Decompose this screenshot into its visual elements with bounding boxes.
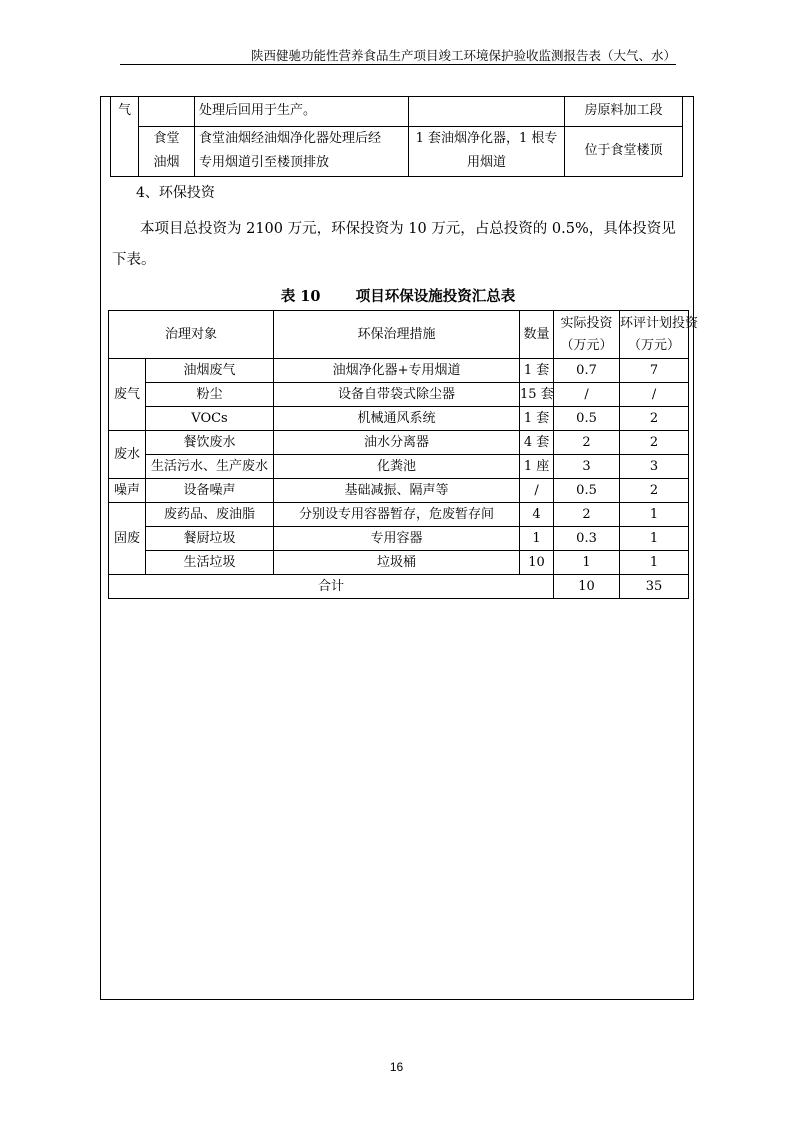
investment-summary-table: [108, 310, 699, 599]
cell-planned: 7: [620, 359, 689, 383]
cell-planned: 2: [620, 431, 689, 455]
cell-actual: 0.7: [554, 359, 620, 383]
cell-actual: 3: [554, 455, 620, 479]
cell-count: /: [520, 479, 554, 503]
table-row: [109, 383, 689, 407]
continued-measures-table: [110, 96, 683, 177]
cell-count: 1 套: [520, 407, 554, 431]
cell-line: 1 套油烟净化器，1 根专: [415, 131, 558, 146]
cell-planned: 2: [620, 407, 689, 431]
cell-line: 实际投资: [560, 315, 613, 331]
cell-line: 专用烟道引至楼顶排放: [199, 155, 330, 170]
total-actual: 10: [554, 575, 620, 599]
cell-actual: 0.5: [554, 479, 620, 503]
header-object: 治理对象: [109, 311, 274, 359]
cell-measure: 垃圾桶: [274, 551, 520, 575]
investment-paragraph: 本项目总投资为 2100 万元，环保投资为 10 万元，占总投资的 0.5%，具体投资见下表。: [112, 221, 676, 268]
table-header-row: [109, 311, 689, 359]
cell-measure: 化粪池: [274, 455, 520, 479]
cell-planned: 2: [620, 479, 689, 503]
cell-line: 油烟: [153, 155, 180, 170]
total-row: [109, 575, 689, 599]
cell-planned: 1: [620, 527, 689, 551]
cell-actual: 0.3: [554, 527, 620, 551]
cell-planned: 1: [620, 503, 689, 527]
cell-item: 餐厨垃圾: [146, 527, 274, 551]
group-label: 噪声: [109, 479, 146, 503]
cell-line: 食堂: [153, 131, 180, 146]
cell-count: 1 套: [520, 359, 554, 383]
cell-count: 1: [520, 527, 554, 551]
cell-item: 生活污水、生产废水: [146, 455, 274, 479]
cell-measure: 机械通风系统: [274, 407, 520, 431]
cell-measure: 基础减振、隔声等: [274, 479, 520, 503]
cell-actual: 0.5: [554, 407, 620, 431]
cell-item: 餐饮废水: [146, 431, 274, 455]
table-row: [109, 359, 689, 383]
table-cell: [195, 126, 409, 176]
table-row: [111, 96, 683, 126]
table-row: [109, 479, 689, 503]
cell-count: 10: [520, 551, 554, 575]
cell-count: 4: [520, 503, 554, 527]
cell-actual: 1: [554, 551, 620, 575]
page-number: 16: [389, 1060, 404, 1074]
table-row: [109, 455, 689, 479]
cell-line: 食堂油烟经油烟净化器处理后经: [199, 131, 382, 146]
cell-item: 生活垃圾: [146, 551, 274, 575]
cell-count: 15 套: [520, 383, 554, 407]
cell-measure: 油烟净化器+专用烟道: [274, 359, 520, 383]
header-actual: [554, 311, 620, 359]
table-cell: [409, 96, 565, 126]
cell-line: （万元）: [560, 337, 613, 353]
table-row: [109, 431, 689, 455]
cell-measure: 专用容器: [274, 527, 520, 551]
table-row: [109, 503, 689, 527]
table-cell: [409, 126, 565, 176]
cell-planned: 3: [620, 455, 689, 479]
table-row: [109, 551, 689, 575]
cell-item: 设备噪声: [146, 479, 274, 503]
cell-actual: /: [554, 383, 620, 407]
cell-item: 废药品、废油脂: [146, 503, 274, 527]
cell-line: （万元）: [628, 337, 681, 353]
cell-measure: 分别设专用容器暂存，危废暂存间: [274, 503, 520, 527]
group-label: 废气: [109, 359, 146, 431]
cell-line: 用烟道: [466, 155, 506, 170]
category-cell: 气: [111, 96, 139, 176]
cell-actual: 2: [554, 431, 620, 455]
page-header: 陕西健驰功能性营养食品生产项目竣工环境保护验收监测报告表（大气、水）: [250, 48, 676, 63]
header-count: 数量: [520, 311, 554, 359]
cell-line: 环评计划投资: [620, 315, 699, 331]
section-heading: 4、环保投资: [136, 185, 215, 201]
table-row: [109, 527, 689, 551]
cell-planned: 1: [620, 551, 689, 575]
group-label: 固废: [109, 503, 146, 575]
table-row: [109, 407, 689, 431]
table-row: [111, 126, 683, 176]
cell-measure: 设备自带袋式除尘器: [274, 383, 520, 407]
cell-item: 油烟废气: [146, 359, 274, 383]
table-cell: [139, 126, 195, 176]
cell-item: 粉尘: [146, 383, 274, 407]
cell-count: 1 座: [520, 455, 554, 479]
header-measure: 环保治理措施: [274, 311, 520, 359]
table-cell: 处理后回用于生产。: [195, 96, 409, 126]
table-cell: [139, 96, 195, 126]
table-cell: 位于食堂楼顶: [565, 126, 683, 176]
header-divider: [120, 64, 676, 65]
table-cell: 房原料加工段: [565, 96, 683, 126]
cell-planned: /: [620, 383, 689, 407]
header-planned: [620, 311, 699, 359]
total-planned: 35: [620, 575, 689, 599]
group-label: 废水: [109, 431, 146, 479]
cell-actual: 2: [554, 503, 620, 527]
table-caption: 表 10 项目环保设施投资汇总表: [280, 288, 516, 305]
cell-count: 4 套: [520, 431, 554, 455]
cell-measure: 油水分离器: [274, 431, 520, 455]
cell-item: VOCs: [146, 407, 274, 431]
total-label: 合计: [109, 575, 554, 599]
